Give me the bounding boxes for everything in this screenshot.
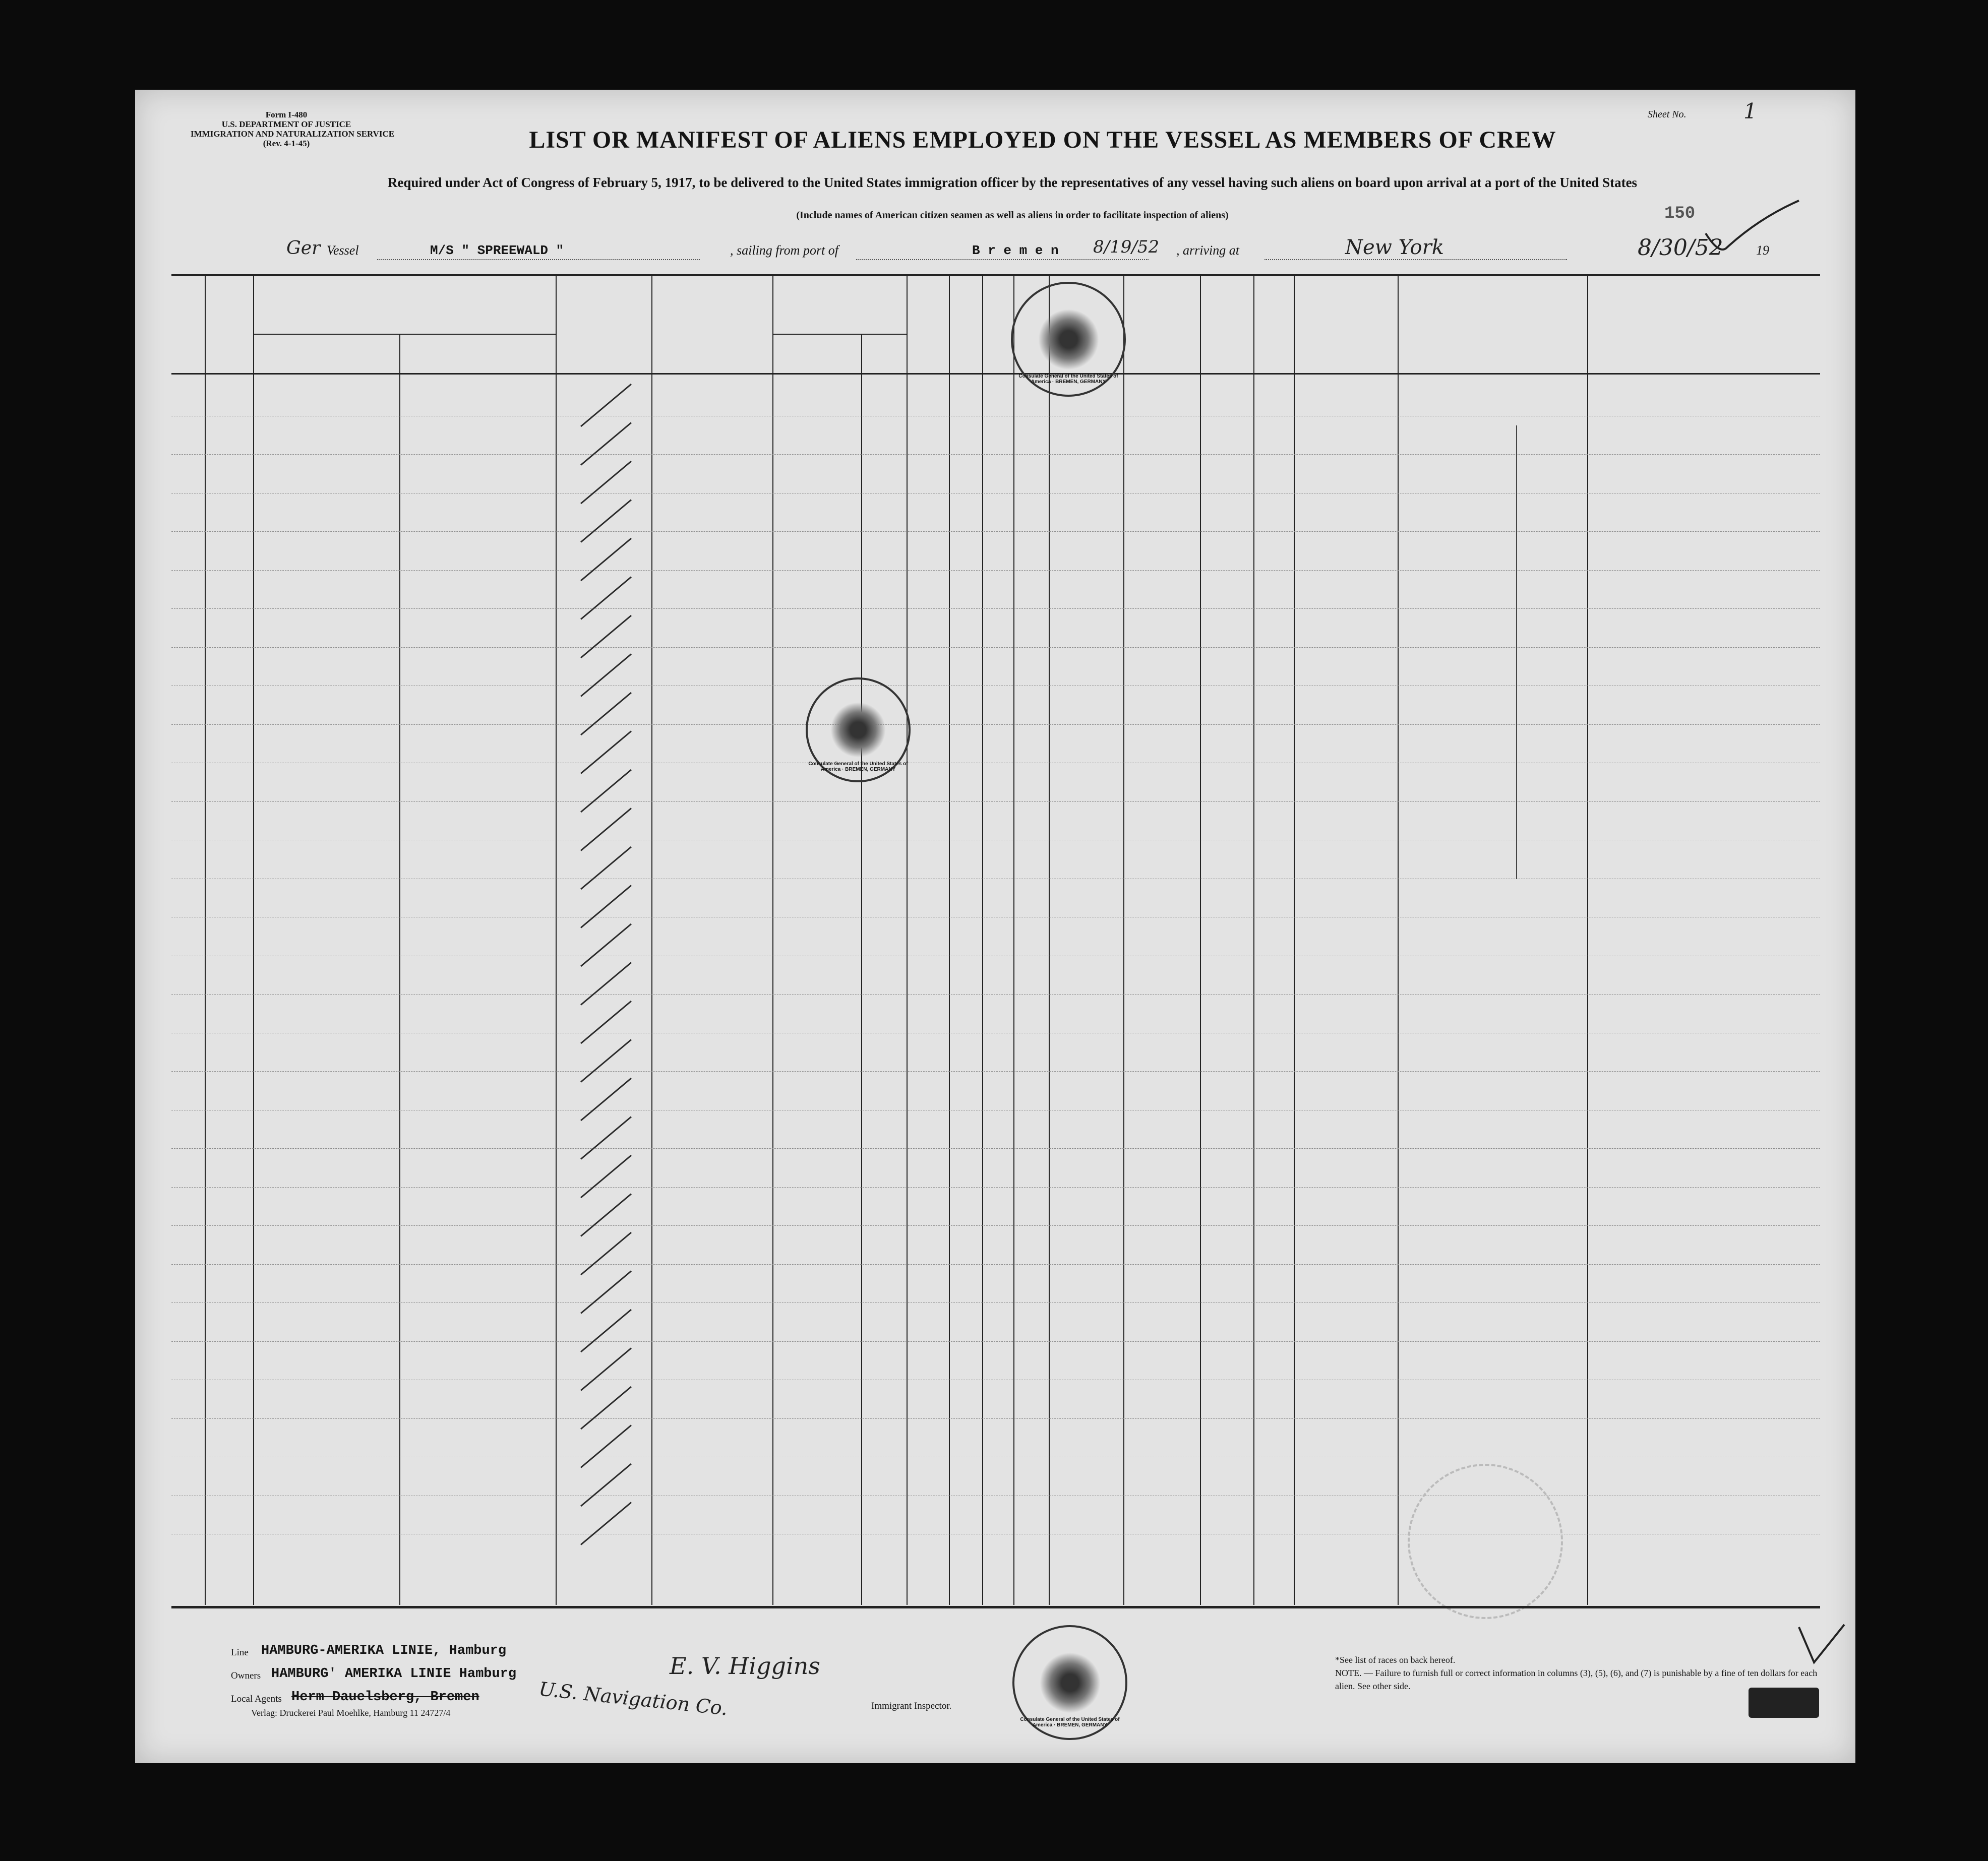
- tally-stroke: [581, 1387, 631, 1429]
- seal-inscription: Consulate General of the United States of America · BREMEN, GERMANY: [1020, 1717, 1120, 1728]
- footer-notes: [1335, 1653, 1839, 1693]
- tally-stroke: [581, 1348, 631, 1391]
- line-label: Line: [231, 1647, 249, 1658]
- tally-stroke: [581, 1232, 631, 1275]
- year-suffix: 19: [1756, 243, 1769, 258]
- form-revision: (Rev. 4-1-45): [263, 139, 310, 148]
- tally-stroke: [581, 538, 631, 581]
- owners-label: Owners: [231, 1670, 261, 1681]
- tally-stroke: [581, 924, 631, 966]
- stamp-number: 150: [1664, 204, 1696, 223]
- tally-stroke: [581, 1310, 631, 1352]
- sailing-date: 8/19/52: [1093, 237, 1160, 257]
- agents-handwritten: U.S. Navigation Co.: [537, 1678, 729, 1720]
- consulate-seal: [1012, 1625, 1127, 1740]
- sheet-number-label: Sheet No.: [1648, 109, 1686, 120]
- tally-stroke: [581, 1425, 631, 1468]
- inspector-signature: E. V. Higgins: [670, 1652, 820, 1680]
- tally-stroke: [581, 423, 631, 465]
- tally-stroke: [581, 1271, 631, 1314]
- vessel-label: Vessel: [327, 243, 359, 258]
- tally-stroke: [581, 1078, 631, 1121]
- vessel-prefix-annotation: Ger: [286, 238, 321, 259]
- tally-stroke: [581, 1040, 631, 1082]
- tally-stroke: [581, 654, 631, 697]
- department-name: U.S. DEPARTMENT OF JUSTICE: [221, 119, 351, 129]
- tally-strokes: [171, 274, 1820, 1605]
- tally-stroke: [581, 500, 631, 542]
- form-number: Form I-480: [265, 110, 308, 119]
- eagle-icon: [1038, 309, 1099, 370]
- publisher-line: Verlag: Druckerei Paul Moehlke, Hamburg 11 24727/4: [251, 1708, 451, 1718]
- tally-stroke: [581, 693, 631, 735]
- manifest-sheet: [135, 90, 1855, 1763]
- publisher-mark: [1749, 1688, 1819, 1718]
- arrival-date: 8/30/52: [1638, 235, 1723, 261]
- consulate-seal: [1011, 282, 1126, 397]
- table-bottom-rule: [171, 1606, 1820, 1608]
- tally-stroke: [581, 886, 631, 928]
- vessel-line: [286, 235, 1769, 263]
- check-mark-icon: [1794, 1622, 1849, 1678]
- tally-stroke: [581, 615, 631, 658]
- inspector-label: Immigrant Inspector.: [871, 1701, 952, 1711]
- arriving-label: , arriving at: [1176, 243, 1239, 258]
- departure-port: B r e m e n: [972, 243, 1059, 258]
- tally-stroke: [581, 1117, 631, 1159]
- owners-value: HAMBURG' AMERIKA LINIE Hamburg: [271, 1666, 517, 1682]
- seal-inscription: Consulate General of the United States of America · BREMEN, GERMANY: [808, 761, 908, 772]
- page-title: LIST OR MANIFEST OF ALIENS EMPLOYED ON THE VESSEL AS MEMBERS OF CREW: [529, 127, 1556, 153]
- consulate-seal: [806, 677, 911, 782]
- tally-stroke: [581, 1194, 631, 1236]
- tally-stroke: [581, 963, 631, 1005]
- seal-inscription: Consulate General of the United States of America · BREMEN, GERMANY: [1018, 374, 1118, 385]
- faded-stamp: [1408, 1464, 1563, 1619]
- form-identification: [191, 110, 395, 148]
- tally-stroke: [581, 847, 631, 889]
- races-note: *See list of races on back hereof.: [1335, 1655, 1456, 1665]
- tally-stroke: [581, 384, 631, 426]
- tally-stroke: [581, 1001, 631, 1043]
- form-subtitle: Required under Act of Congress of February 5, 1917, to be delivered to the United States immigration officer by the representatives of any vessel having such aliens on board upon arrival at a port of the United States: [387, 175, 1638, 190]
- include-note: (Include names of American citizen seamen as well as aliens in order to facilitate inspection of aliens): [796, 210, 1229, 221]
- vessel-name: M/S " SPREEWALD ": [430, 243, 564, 258]
- tally-stroke: [581, 577, 631, 619]
- tally-stroke: [581, 770, 631, 812]
- tally-stroke: [581, 461, 631, 504]
- tally-stroke: [581, 1155, 631, 1198]
- service-name: IMMIGRATION AND NATURALIZATION SERVICE: [191, 129, 395, 139]
- eagle-icon: [1040, 1652, 1101, 1713]
- tally-stroke: [581, 1503, 631, 1545]
- sheet-number-value: 1: [1743, 99, 1757, 123]
- penalty-note: NOTE. — Failure to furnish full or correct information in columns (3), (5), (6), and (7) is punishable by a fine of ten dollars for each alien. See other side.: [1335, 1668, 1818, 1691]
- agents-value: Herm Dauelsberg, Bremen: [291, 1690, 479, 1705]
- line-value: HAMBURG-AMERIKA LINIE, Hamburg: [261, 1643, 507, 1658]
- tally-stroke: [581, 1464, 631, 1506]
- tally-stroke: [581, 809, 631, 851]
- agents-label: Local Agents: [231, 1694, 282, 1704]
- eagle-icon: [830, 702, 886, 758]
- tally-stroke: [581, 731, 631, 774]
- arrival-port: New York: [1345, 236, 1444, 259]
- sailing-label: , sailing from port of: [730, 243, 839, 258]
